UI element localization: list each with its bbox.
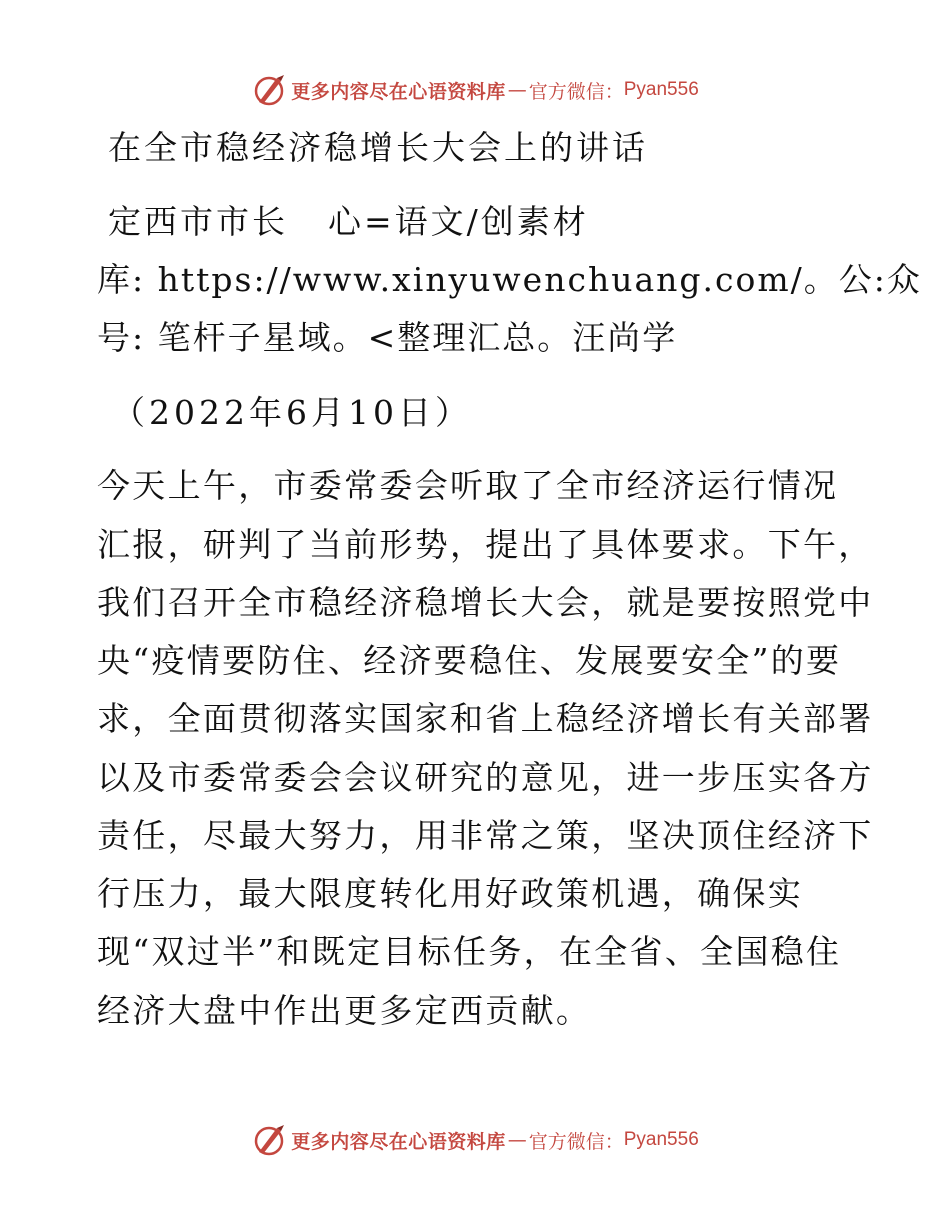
banner-wechat-label: 官方微信： [528,80,624,103]
document-title: 在全市稳经济稳增长大会上的讲话 [108,128,648,167]
paragraph-line: 责任，尽最大努力，用非常之策，坚决顶住经济下 [97,816,874,855]
paragraph-line: 我们召开全市稳经济稳增长大会，就是要按照党中 [97,583,874,622]
paragraph-line: 央“疫情要防住、经济要稳住、发展要安全”的要 [97,641,842,680]
paragraph-line: 今天上午，市委常委会听取了全市经济运行情况 [97,466,839,505]
author-line [108,202,589,242]
quill-pen-logo-icon [251,1122,287,1158]
document-date: （2022年6月10日） [112,393,472,432]
banner-wechat-handle: Pyan556 [623,79,699,100]
paragraph-line: 以及市委常委会会议研究的意见，进一步压实各方 [97,758,874,797]
header-banner [0,70,950,110]
author-note: 心=语文/创素材 [328,202,589,241]
paragraph-line: 汇报，研判了当前形势，提出了具体要求。下午， [97,525,874,564]
paragraph-line: 经济大盘中作出更多定西贡献。 [97,991,592,1030]
banner-main-text: 更多内容尽在心语资料库 [291,80,506,103]
banner-wechat-label: 官方微信： [528,1130,624,1153]
author-role: 定西市市长 [108,202,288,241]
source-line-1: 库: https://www.xinyuwenchuang.com/。公:众 [97,260,922,299]
source-line-2: 号: 笔杆子星域。<整理汇总。汪尚学 [97,318,678,357]
banner-dash: — [507,79,527,101]
banner-main-text: 更多内容尽在心语资料库 [291,1130,506,1153]
banner-dash: — [507,1129,527,1151]
footer-banner [0,1120,950,1160]
banner-wechat-handle: Pyan556 [623,1129,699,1150]
paragraph-line: 现“双过半”和既定目标任务，在全省、全国稳住 [97,932,842,971]
paragraph-line: 行压力，最大限度转化用好政策机遇，确保实 [97,874,803,913]
paragraph-line: 求，全面贯彻落实国家和省上稳经济增长有关部署 [97,699,874,738]
quill-pen-logo-icon [251,72,287,108]
